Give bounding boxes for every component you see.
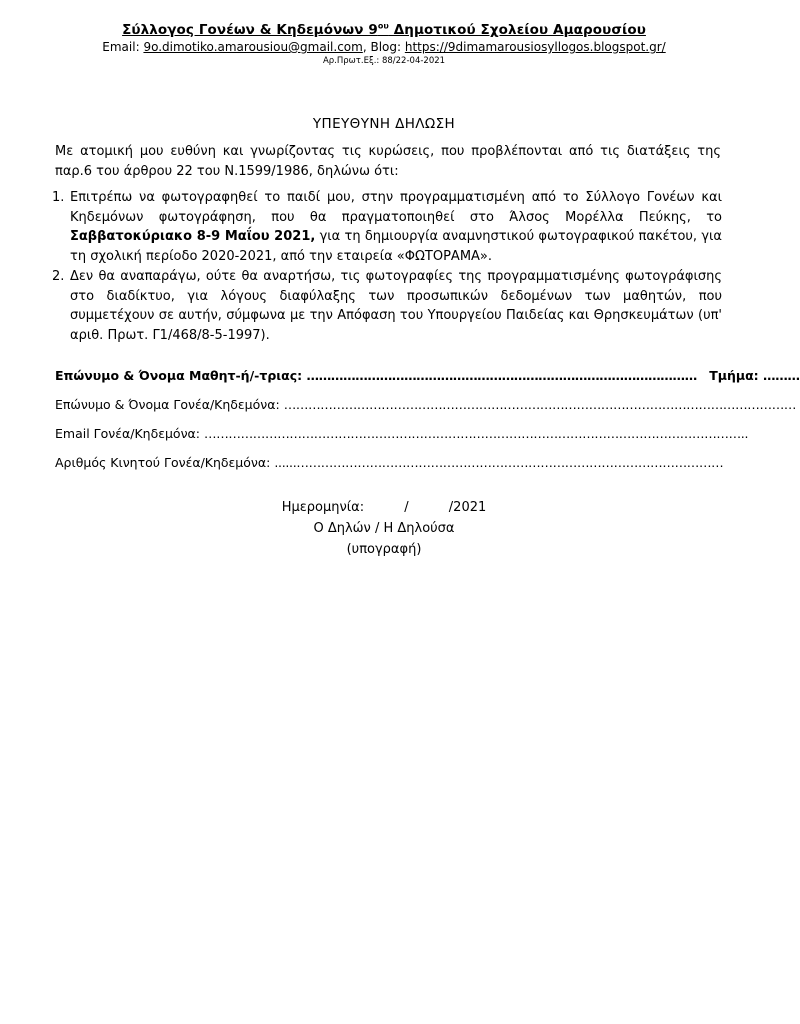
protocol-number: Αρ.Πρωτ.Εξ.: 88/22-04-2021 xyxy=(322,56,446,66)
parent-phone-label: Αριθμός Κινητού Γονέα/Κηδεμόνα: xyxy=(55,455,271,470)
item-number: 1. xyxy=(52,190,65,205)
org-title-superscript: ου xyxy=(377,21,389,31)
declaration-item-2 xyxy=(52,267,722,346)
letterhead xyxy=(0,22,768,66)
class-blank[interactable]: ……… xyxy=(763,368,800,383)
contact-line xyxy=(0,40,768,54)
parent-name-field[interactable] xyxy=(55,397,796,412)
parent-email-field[interactable] xyxy=(55,426,748,441)
org-title-prefix: Σύλλογος Γονέων & Κηδεμόνων 9 xyxy=(122,22,378,38)
declaration-list xyxy=(52,188,722,346)
blog-label: , Blog: xyxy=(362,40,405,54)
document-title: ΥΠΕΥΘΥΝΗ ΔΗΛΩΣΗ xyxy=(312,116,456,132)
declaration-item-1 xyxy=(52,188,722,267)
item-number: 2. xyxy=(52,268,65,284)
org-title-suffix: Δημοτικού Σχολείου Αμαρουσίου xyxy=(388,22,646,38)
email-label: Email: xyxy=(102,40,144,54)
intro-paragraph: Με ατομική μου ευθύνη και γνωρίζοντας τις κυρώσεις, που προβλέπονται από τις διατάξεις της παρ.6 του άρθρου 22 του Ν.1599/1986, δηλώνω ότι: xyxy=(55,144,721,179)
signature-note: (υπογραφή) xyxy=(346,542,422,557)
parent-name-blank[interactable]: ……………………………………………………………………………………………………………… xyxy=(283,397,797,412)
blog-link[interactable]: https://9dimamarousiosyllogos.blogspot.gr/ xyxy=(404,40,666,54)
date-label: Ημερομηνία: xyxy=(281,500,365,515)
parent-phone-field[interactable] xyxy=(55,455,723,470)
item-text: Δεν θα αναπαράγω, ούτε θα αναρτήσω, τις φωτογραφίες της προγραμματισμένης φωτογράφισης στο διαδίκτυο, για λόγους διαφύλαξης των προσωπικών δεδομένων των μαθητών, που συμμετέχουν σε αυτήν, σύμφωνα με την Απόφαση του Υπουργείου Παιδείας και Θρησκευμάτων (υπ' αριθ. Πρωτ. Γ1/468/8-5-1997). xyxy=(70,268,722,343)
item-text-after: για τη δημιουργία αναμνηστικού φωτογραφικού πακέτου, για τη σχολική περίοδο 2020-2021, από την εταιρεία «ΦΩΤΟΡΑΜΑ». xyxy=(70,229,722,265)
declarant-label: Ο Δηλών / Η Δηλούσα xyxy=(313,521,455,536)
item-text-before: Επιτρέπω να φωτογραφηθεί το παιδί μου, στην προγραμματισμένη από το Σύλλογο Γονέων και Κηδεμόνων φωτογράφηση, που θα πραγματοποιηθεί στο Άλσος Μορέλλα Πεύκης, το xyxy=(70,190,722,225)
parent-email-blank[interactable]: …………………………………………………………………………………………………………………….. xyxy=(204,426,749,441)
student-name-label: Επώνυμο & Όνομα Μαθητ-ή/-τριας: xyxy=(55,368,303,383)
parent-phone-blank[interactable]: ......…………………………………………………………………………………………… xyxy=(274,455,724,470)
email-link[interactable]: 9o.dimotiko.amarousiou@gmail.com xyxy=(143,40,363,54)
parent-email-label: Email Γονέα/Κηδεμόνα: xyxy=(55,426,201,441)
organization-title xyxy=(0,22,768,38)
date-line xyxy=(0,500,768,515)
item-bold-date: Σαββατοκύριακο 8-9 Μαΐου 2021, xyxy=(70,229,316,245)
date-value[interactable]: / /2021 xyxy=(404,500,487,515)
student-name-field[interactable] xyxy=(55,368,800,383)
class-label: Τμήμα: xyxy=(709,368,759,383)
parent-name-label: Επώνυμο & Όνομα Γονέα/Κηδεμόνα: xyxy=(55,397,280,412)
student-name-blank[interactable]: …………………………………………………………………………………… xyxy=(306,368,697,383)
